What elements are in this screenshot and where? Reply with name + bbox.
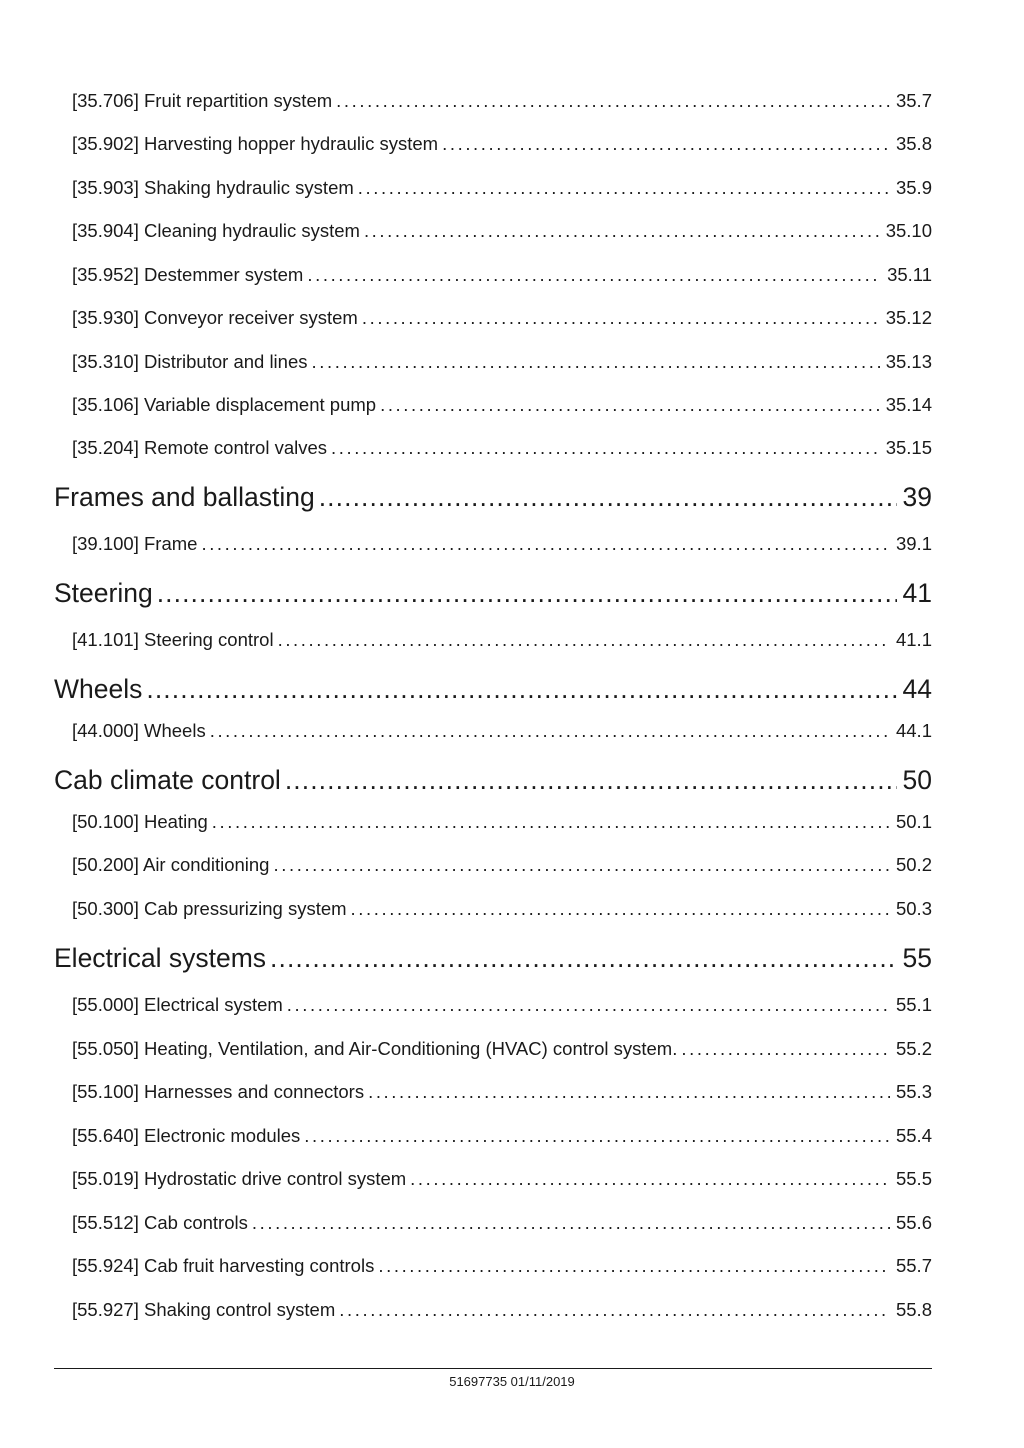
toc-entry[interactable] xyxy=(72,852,932,878)
toc-entry[interactable] xyxy=(72,262,932,288)
toc-entry-title: Electrical systems xyxy=(54,943,267,973)
toc-entry[interactable] xyxy=(72,1079,932,1105)
toc-entry-page-number: 50.2 xyxy=(895,854,932,875)
toc-entry-title: Cab climate control xyxy=(54,765,281,795)
footer-document-number: 51697735 01/11/2019 xyxy=(449,1374,575,1389)
toc-entry-title: Frames and ballasting xyxy=(54,482,315,512)
toc-entry-title: [55.050] Heating, Ventilation, and Air-Conditioning (HVAC) control system. xyxy=(72,1038,678,1059)
dot-leader xyxy=(273,852,890,878)
toc-entry[interactable] xyxy=(72,627,932,653)
toc-entry-page-number: 55.4 xyxy=(895,1125,932,1146)
toc-entry-title: [35.204] Remote control valves xyxy=(72,437,328,458)
dot-leader xyxy=(287,992,890,1018)
toc-section[interactable] xyxy=(54,762,932,798)
toc-entry-page-number: 55.2 xyxy=(895,1038,932,1059)
toc-entry-page-number: 55.5 xyxy=(895,1168,932,1189)
toc-entry-page-number: 35.7 xyxy=(895,90,932,111)
toc-entry-page-number: 41 xyxy=(902,578,932,608)
toc-entry[interactable] xyxy=(72,531,932,557)
toc-entry[interactable] xyxy=(72,435,932,461)
toc-entry-page-number: 55 xyxy=(902,943,932,973)
dot-leader xyxy=(270,940,896,976)
toc-entry[interactable] xyxy=(72,1253,932,1279)
toc-entry-page-number: 35.11 xyxy=(887,264,932,285)
toc-entry-page-number: 44.1 xyxy=(895,720,932,741)
dot-leader xyxy=(252,1210,890,1236)
dot-leader xyxy=(319,479,897,515)
toc-entry[interactable] xyxy=(72,992,932,1018)
dot-leader xyxy=(336,88,890,114)
toc-entry-title: [35.952] Destemmer system xyxy=(72,264,304,285)
toc-entry[interactable] xyxy=(72,131,932,157)
toc-entry[interactable] xyxy=(72,1297,932,1323)
toc-entry-title: [35.106] Variable displacement pump xyxy=(72,394,377,415)
toc-entry-page-number: 35.12 xyxy=(885,307,932,328)
toc-entry[interactable] xyxy=(72,809,932,835)
toc-entry-title: [55.000] Electrical system xyxy=(72,994,283,1015)
dot-leader xyxy=(157,575,897,611)
toc-entry-title: [50.200] Air conditioning xyxy=(72,854,270,875)
dot-leader xyxy=(368,1079,890,1105)
dot-leader xyxy=(681,1036,890,1062)
dot-leader xyxy=(358,175,890,201)
toc-section[interactable] xyxy=(54,479,932,515)
toc-section[interactable] xyxy=(54,575,932,611)
toc-entry-page-number: 41.1 xyxy=(895,629,932,650)
toc-entry-page-number: 50 xyxy=(902,765,932,795)
toc-entry-title: [41.101] Steering control xyxy=(72,629,274,650)
toc-entry[interactable] xyxy=(72,1036,932,1062)
dot-leader xyxy=(331,435,880,461)
toc-entry-title: [50.100] Heating xyxy=(72,811,208,832)
dot-leader xyxy=(285,762,897,798)
dot-leader xyxy=(201,531,890,557)
toc-entry-title: [35.904] Cleaning hydraulic system xyxy=(72,220,360,241)
toc-entry-title: [35.310] Distributor and lines xyxy=(72,351,308,372)
toc-entry[interactable] xyxy=(72,88,932,114)
toc-entry-page-number: 35.13 xyxy=(885,351,932,372)
toc-entry-page-number: 35.15 xyxy=(885,437,932,458)
dot-leader xyxy=(212,809,890,835)
toc-entry-title: Steering xyxy=(54,578,153,608)
toc-entry-title: [35.903] Shaking hydraulic system xyxy=(72,177,354,198)
toc-entry[interactable] xyxy=(72,896,932,922)
toc-entry-page-number: 55.7 xyxy=(895,1255,932,1276)
dot-leader xyxy=(278,627,890,653)
toc-entry-title: [44.000] Wheels xyxy=(72,720,206,741)
toc-entry-title: [35.930] Conveyor receiver system xyxy=(72,307,358,328)
toc-entry-page-number: 35.10 xyxy=(885,220,932,241)
dot-leader xyxy=(210,718,890,744)
toc-section[interactable] xyxy=(54,940,932,976)
toc-entry[interactable] xyxy=(72,718,932,744)
toc-entry-title: [55.640] Electronic modules xyxy=(72,1125,301,1146)
dot-leader xyxy=(442,131,890,157)
dot-leader xyxy=(362,305,880,331)
toc-entry-title: [35.706] Fruit repartition system xyxy=(72,90,333,111)
toc-entry-page-number: 55.8 xyxy=(895,1299,932,1320)
dot-leader xyxy=(378,1253,890,1279)
toc-entry-page-number: 35.14 xyxy=(885,394,932,415)
toc-entry-title: [39.100] Frame xyxy=(72,533,198,554)
toc-entry-title: [55.927] Shaking control system xyxy=(72,1299,336,1320)
toc-entry[interactable] xyxy=(72,1166,932,1192)
toc-entry-page-number: 35.9 xyxy=(895,177,932,198)
toc-entry[interactable] xyxy=(72,349,932,375)
dot-leader xyxy=(146,671,896,707)
dot-leader xyxy=(339,1297,890,1323)
toc-entry[interactable] xyxy=(72,305,932,331)
toc-entry[interactable] xyxy=(72,218,932,244)
toc-entry-page-number: 35.8 xyxy=(895,133,932,154)
toc-entry-title: Wheels xyxy=(54,674,143,704)
toc-entry[interactable] xyxy=(72,392,932,418)
toc-entry-page-number: 50.1 xyxy=(895,811,932,832)
toc-entry[interactable] xyxy=(72,175,932,201)
dot-leader xyxy=(410,1166,890,1192)
toc-entry-page-number: 50.3 xyxy=(895,898,932,919)
toc-entry-page-number: 55.6 xyxy=(895,1212,932,1233)
dot-leader xyxy=(304,1123,890,1149)
toc-section[interactable] xyxy=(54,671,932,707)
toc-entry-title: [50.300] Cab pressurizing system xyxy=(72,898,347,919)
toc-entry-title: [55.100] Harnesses and connectors xyxy=(72,1081,365,1102)
footer-divider xyxy=(54,1368,932,1369)
dot-leader xyxy=(307,262,881,288)
toc-entry-title: [55.512] Cab controls xyxy=(72,1212,248,1233)
toc-entry-title: [55.019] Hydrostatic drive control system xyxy=(72,1168,407,1189)
toc-entry-page-number: 39.1 xyxy=(895,533,932,554)
toc-entry[interactable] xyxy=(72,1123,932,1149)
dot-leader xyxy=(312,349,880,375)
toc-entry-page-number: 55.1 xyxy=(895,994,932,1015)
dot-leader xyxy=(364,218,880,244)
toc-entry-page-number: 39 xyxy=(902,482,932,512)
dot-leader xyxy=(380,392,880,418)
toc-entry-page-number: 55.3 xyxy=(895,1081,932,1102)
toc-entry-title: [55.924] Cab fruit harvesting controls xyxy=(72,1255,375,1276)
toc-entry[interactable] xyxy=(72,1210,932,1236)
toc-entry-page-number: 44 xyxy=(902,674,932,704)
dot-leader xyxy=(351,896,890,922)
toc-entry-title: [35.902] Harvesting hopper hydraulic system xyxy=(72,133,439,154)
